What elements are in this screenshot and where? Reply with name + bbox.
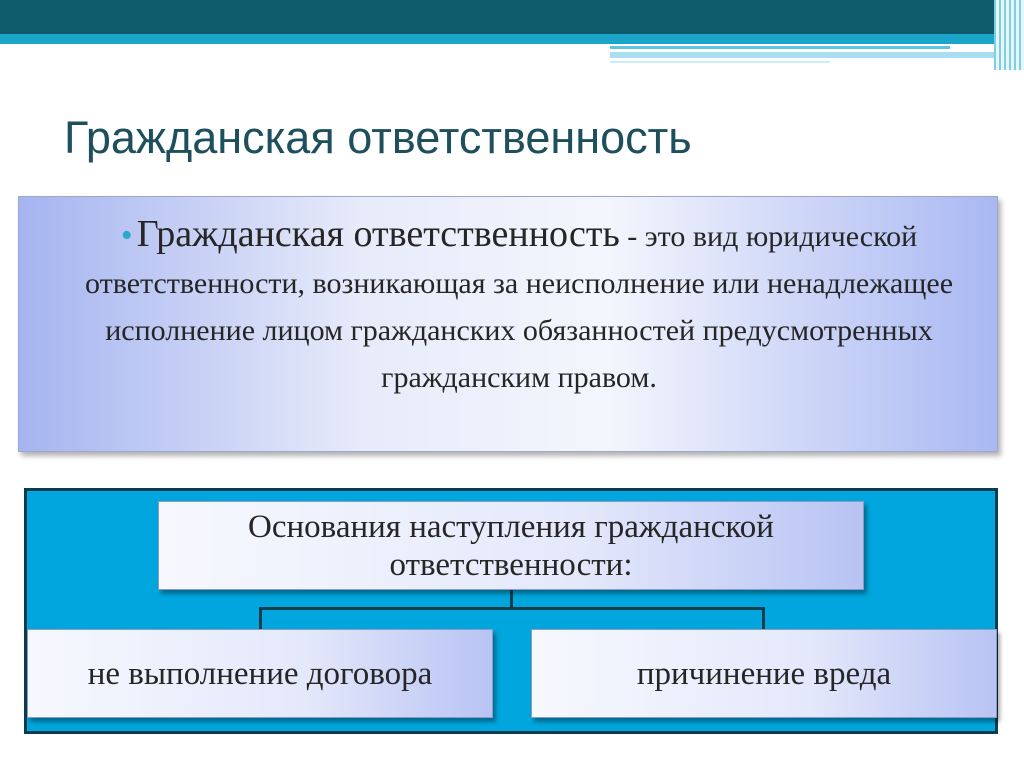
definition-term: Гражданская ответственность [136,213,620,255]
bullet-icon: • [120,217,133,254]
header-stripes [994,0,1024,70]
header-accent-line [610,52,1024,58]
basis-heading-box [158,501,864,590]
page-title: Гражданская ответственность [64,112,692,163]
header-bar-cyan [0,34,1024,44]
basis-item-label: причинение вреда [636,655,892,692]
header-bar-dark [0,0,1024,34]
definition-box [18,196,998,452]
connector-line [259,607,262,629]
definition-text [59,211,979,401]
connector-line [762,607,765,629]
basis-item-harm [531,629,997,718]
basis-heading: Основания наступления гражданской ответственности: [248,508,774,583]
header-accent-line [610,46,950,49]
connector-line [259,607,765,610]
definition-body: - это вид юридической ответственности, возникающая за неисполнение или ненадлежащее исполнение лицом гражданских обязанностей предусмотренных гражданским правом. [84,220,954,394]
header-accent-line [610,61,830,63]
basis-item-contract [27,629,493,718]
basis-item-label: не выполнение договора [87,655,433,692]
